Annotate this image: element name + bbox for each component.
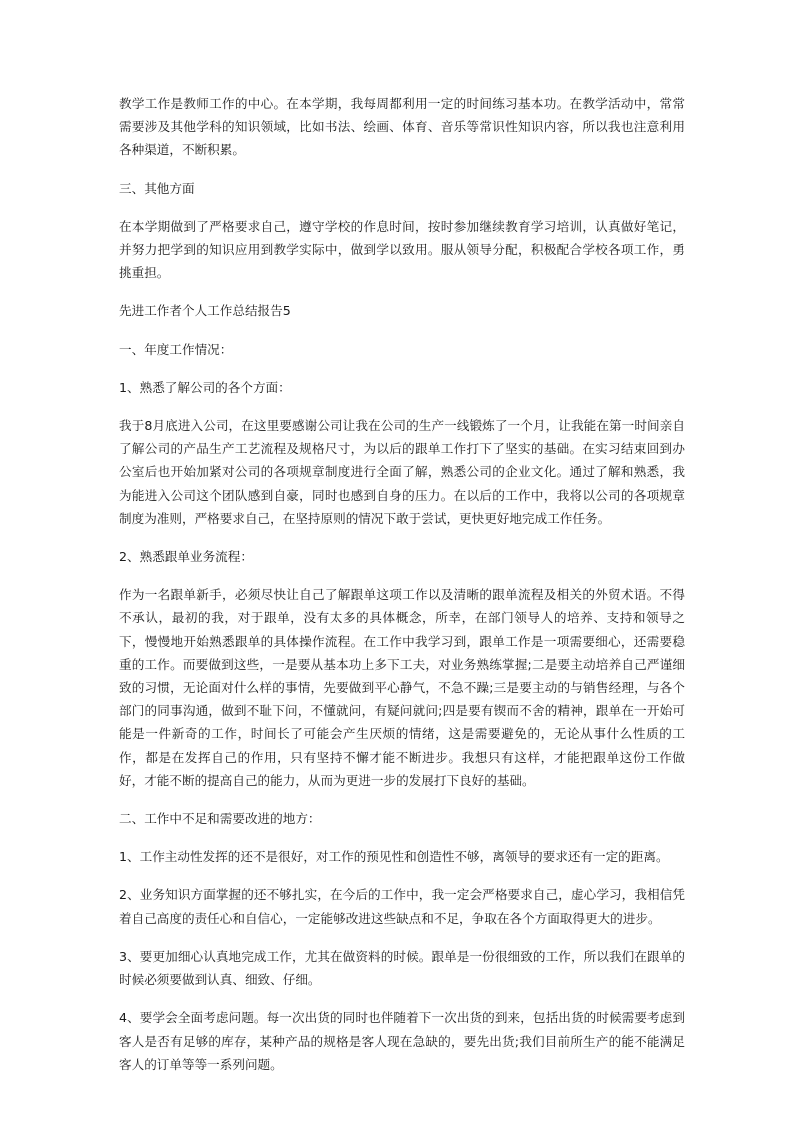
heading-shortcomings: 二、工作中不足和需要改进的地方： xyxy=(119,811,321,827)
paragraph-shortcoming-2: 2、业务知识方面掌握的还不够扎实，在今后的工作中，我一定会严格要求自己，虚心学习，我相信凭着自己高度的责任心和自信心，一定能够改进这些缺点和不足，争取在各个方面取得更大的进步。 xyxy=(119,887,685,926)
paragraph-self-discipline: 在本学期做到了严格要求自己，遵守学校的作息时间，按时参加继续教育学习培训，认真做好笔记，并努力把学到的知识应用到教学实际中，做到学以致用。服从领导分配，积极配合学校各项工作，勇挑重担。 xyxy=(119,218,685,281)
heading-know-company: 1、熟悉了解公司的各个方面： xyxy=(119,379,291,395)
paragraph-teaching-work: 教学工作是教师工作的中心。在本学期，我每周都利用一定的时间练习基本功。在教学活动中，常常需要涉及其他学科的知识领域，比如书法、绘画、体育、音乐等常识性知识内容，所以我也注意利用各种渠道，不断积累。 xyxy=(119,96,685,158)
paragraph-order-follow-up: 作为一名跟单新手，必须尽快让自己了解跟单这项工作以及清晰的跟单流程及相关的外贸术语。不得不承认，最初的我，对于跟单，没有太多的具体概念，所幸，在部门领导人的培养、支持和领导之下，慢慢地开始熟悉跟单的具体操作流程。在工作中我学习到，跟单工作是一项需要细心，还需要稳重的工作。而要做到这些，一是要从基本功上多下工夫，对业务熟练掌握;二是要主动培养自己严谨细致的习惯，无论面对什么样的事情，先要做到平心静气，不急不躁;三是要主动的与销售经理，与各个部门的同事沟通，做到不耻下问，不懂就问，有疑问就问;四是要有锲而不舍的精神，跟单在一开始可能是一件新奇的工作，时间长了可能会产生厌烦的情绪，这是需要避免的，无论从事什么性质的工作，都是在发挥自己的作用，只有坚持不懈才能不断进步。我想只有这样，才能把跟单这份工作做好，才能不断的提高自己的能力，从而为更进一步的发展打下良好的基础。 xyxy=(119,587,685,788)
document-page xyxy=(119,92,685,1091)
heading-order-process: 2、熟悉跟单业务流程： xyxy=(119,549,253,565)
heading-report-title: 先进工作者个人工作总结报告5 xyxy=(119,303,291,319)
paragraph-shortcoming-1: 1、工作主动性发挥的还不是很好，对工作的预见性和创造性不够，离领导的要求还有一定的距离。 xyxy=(119,849,669,865)
paragraph-shortcoming-4: 4、要学会全面考虑问题。每一次出货的同时也伴随着下一次出货的到来，包括出货的时候需要考虑到客人是否有足够的库存，某种产品的规格是客人现在急缺的，要先出货;我们目前所生产的能不能满足客人的订单等等一系列问题。 xyxy=(119,1010,685,1072)
paragraph-shortcoming-3: 3、要更加细心认真地完成工作，尤其在做资料的时候。跟单是一份很细致的工作，所以我们在跟单的时候必须要做到认真、细致、仔细。 xyxy=(119,948,685,988)
heading-annual-work: 一、年度工作情况： xyxy=(119,341,233,357)
heading-other-aspects: 三、其他方面 xyxy=(119,180,195,196)
paragraph-joining-company: 我于8月底进入公司，在这里要感谢公司让我在公司的生产一线锻炼了一个月，让我能在第一时间亲自了解公司的产品生产工艺流程及规格尺寸，为以后的跟单工作打下了坚实的基础。在实习结束回到办公室后也开始加紧对公司的各项规章制度进行全面了解，熟悉公司的企业文化。通过了解和熟悉，我为能进入公司这个团队感到自豪，同时也感到自身的压力。在以后的工作中，我将以公司的各项规章制度为准则，严格要求自己，在坚持原则的情况下敢于尝试，更快更好地完成工作任务。 xyxy=(119,418,685,526)
